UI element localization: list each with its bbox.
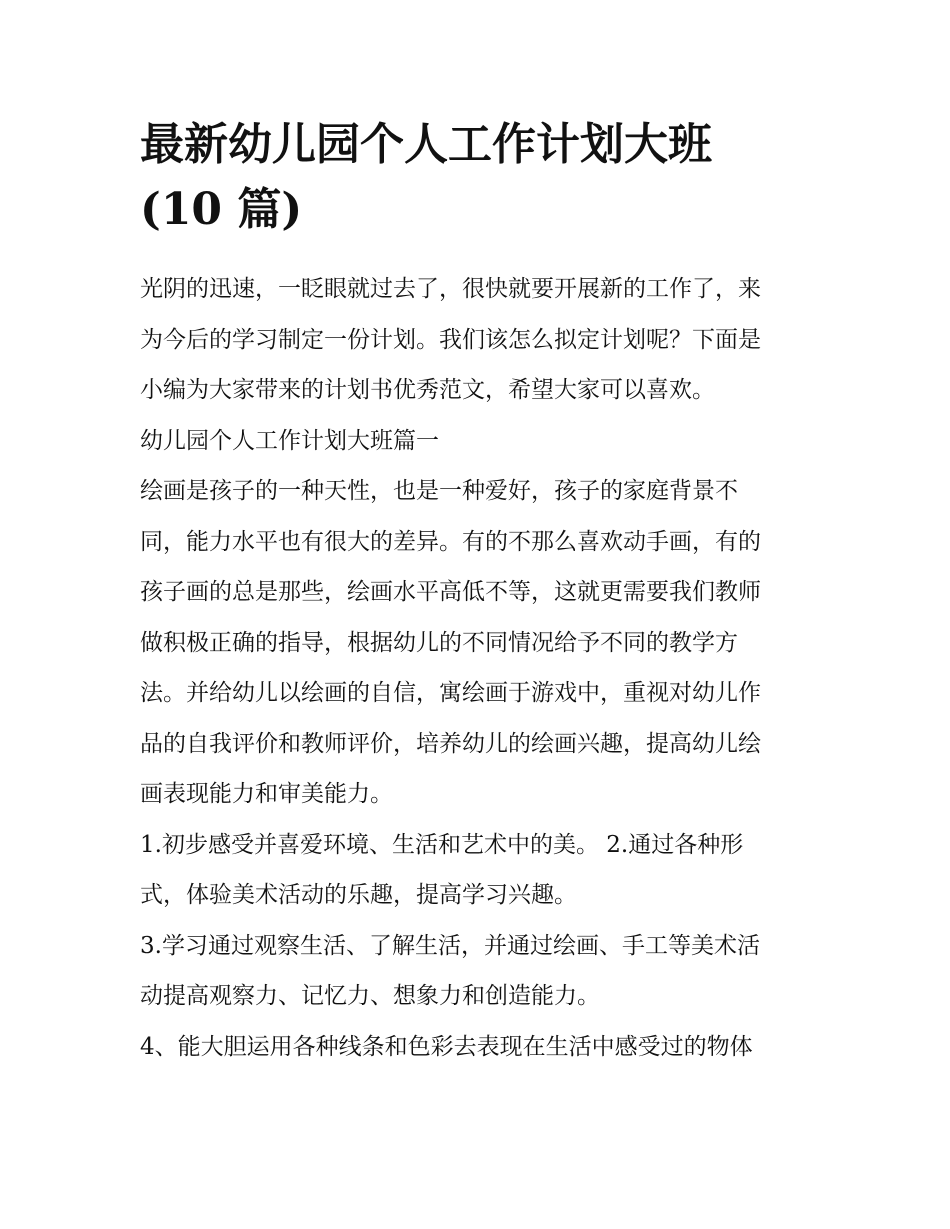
objective-line-1: 1.初步感受并喜爱环境、生活和艺术中的美。 2.通过各种形 (140, 831, 744, 858)
title-line-1: 最新幼儿园个人工作计划大班 (140, 119, 712, 170)
section-heading: 幼儿园个人工作计划大班篇一 (140, 427, 439, 454)
objective-line-5: 4、能大胆运用各种线条和色彩去表现在生活中感受过的物体 (140, 1033, 753, 1060)
intro-line-3: 小编为大家带来的计划书优秀范文，希望大家可以喜欢。 (140, 377, 715, 403)
objective-line-3: 3.学习通过观察生活、了解生活，并通过绘画、手工等美术活 (140, 932, 760, 959)
intro-line-1: 光阴的迅速，一眨眼就过去了，很快就要开展新的工作了，来 (140, 276, 761, 302)
title-line-2: (10 篇) (140, 184, 303, 235)
objective-line-2: 式，体验美术活动的乐趣，提高学习兴趣。 (140, 882, 577, 908)
paragraph-line-1: 绘画是孩子的一种天性，也是一种爱好，孩子的家庭背景不 (140, 478, 738, 504)
paragraph-line-6: 品的自我评价和教师评价，培养幼儿的绘画兴趣，提高幼儿绘 (140, 730, 761, 757)
document-title (140, 112, 815, 242)
paragraph-line-2: 同，能力水平也有很大的差异。有的不那么喜欢动手画，有的 (140, 528, 761, 555)
paragraph-line-3: 孩子画的总是那些，绘画水平高低不等，这就更需要我们教师 (140, 579, 761, 605)
paragraph-line-4: 做积极正确的指导，根据幼儿的不同情况给予不同的教学方 (140, 629, 738, 656)
document-content (140, 112, 815, 1072)
document-body (140, 264, 815, 1072)
paragraph-line-5: 法。并给幼儿以绘画的自信，寓绘画于游戏中，重视对幼儿作 (140, 680, 761, 706)
objective-line-4: 动提高观察力、记忆力、想象力和创造能力。 (140, 983, 600, 1009)
intro-line-2: 为今后的学习制定一份计划。我们该怎么拟定计划呢？下面是 (140, 326, 761, 353)
paragraph-line-7: 画表现能力和审美能力。 (140, 781, 393, 807)
